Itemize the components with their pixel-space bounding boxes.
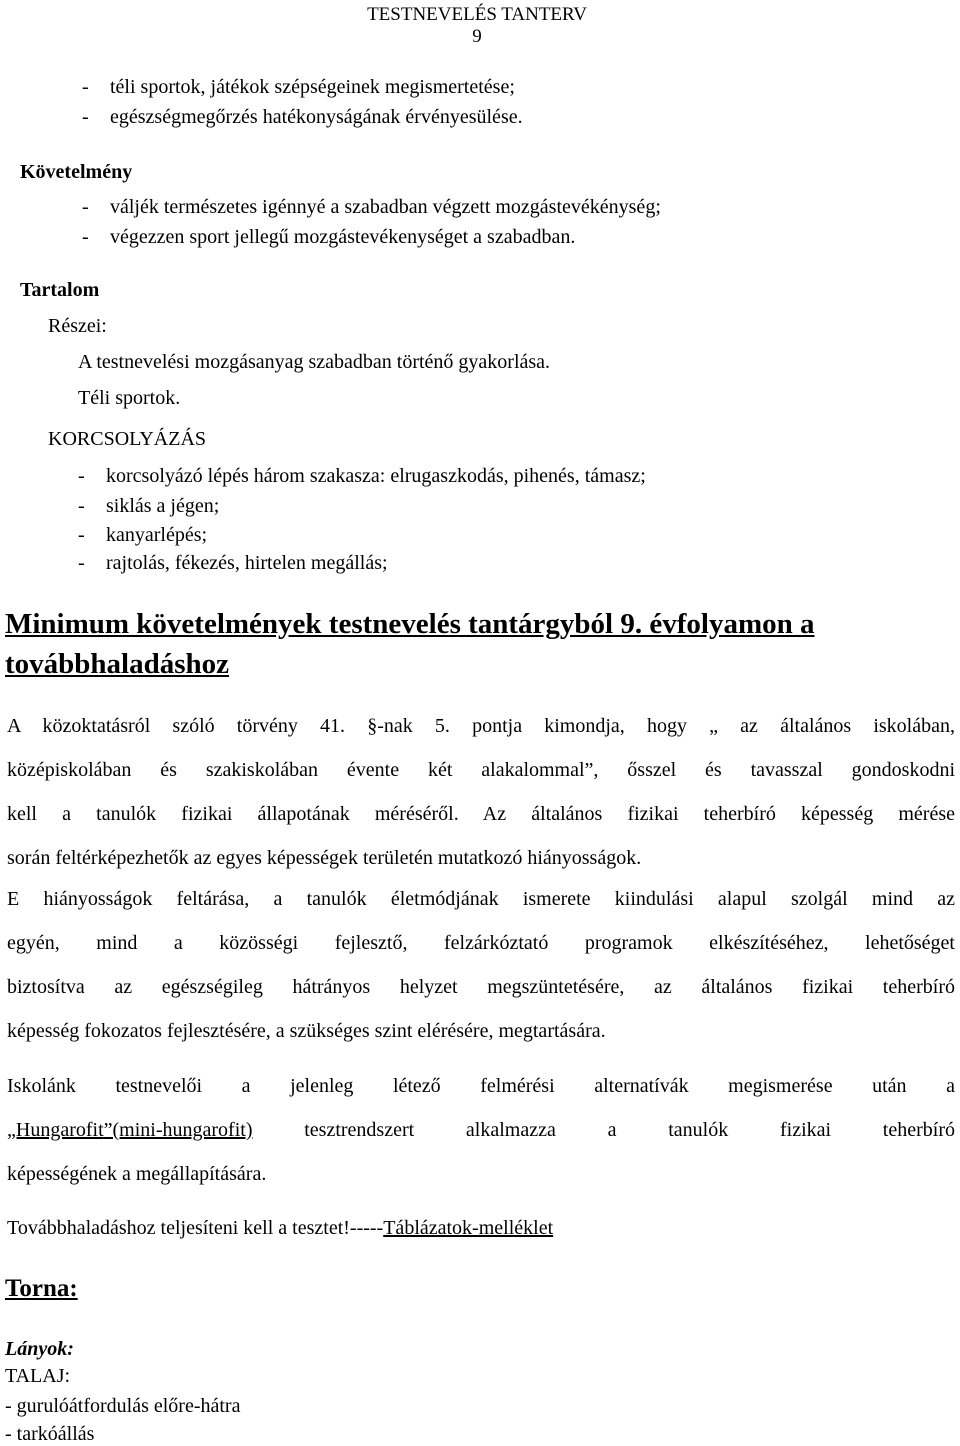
continue-line: Továbbhaladáshoz teljesíteni kell a tesztet!-----Táblázatok-melléklet xyxy=(7,1217,554,1239)
tablazatok-link[interactable]: Táblázatok-melléklet xyxy=(383,1217,554,1239)
torna-item: - gurulóátfordulás előre-hátra xyxy=(5,1395,241,1417)
korcsolyazas-heading: KORCSOLYÁZÁS xyxy=(48,428,207,450)
kovetelmeny-item: - végezzen sport jellegű mozgástevékenységet a szabadban. xyxy=(82,226,576,248)
paragraph-line: során feltérképezhetők az egyes képességek területén mutatkozó hiányosságok. xyxy=(7,847,642,869)
mini-hungarofit-text: ”(mini-hungarofit) xyxy=(103,1119,253,1141)
paragraph-line: egyén, mind a közösségi fejlesztő, felzárkóztató programok elkészítéséhez, lehetőséget xyxy=(7,932,955,954)
paragraph-line: E hiányosságok feltárása, a tanulók életmódjának ismerete kiindulási alapul szolgál mind az xyxy=(7,888,955,910)
kovetelmeny-heading: Követelmény xyxy=(20,161,133,183)
paragraph-line: képességének a megállapítására. xyxy=(7,1163,267,1185)
page-header xyxy=(352,4,602,48)
reszei-label: Részei: xyxy=(48,315,107,337)
paragraph-1 xyxy=(7,704,955,880)
torna-item: - tarkóállás xyxy=(5,1423,95,1445)
intro-item: - egészségmegőrzés hatékonyságának érvényesülése. xyxy=(82,106,523,128)
korcsolya-item: - korcsolyázó lépés három szakasza: elrugaszkodás, pihenés, támasz; xyxy=(78,465,646,487)
paragraph-2 xyxy=(7,877,955,1053)
paragraph-line: „Hungarofit”(mini-hungarofit) tesztrendszert alkalmazza a tanulók fizikai teherbíró xyxy=(7,1119,955,1141)
hungarofit-text: „Hungarofit xyxy=(7,1119,104,1141)
header-title: TESTNEVELÉS TANTERV xyxy=(367,4,587,25)
korcsolya-item: - siklás a jégen; xyxy=(78,495,220,517)
tartalom-heading: Tartalom xyxy=(20,279,100,301)
minimum-title-line1: Minimum követelmények testnevelés tantárgyból 9. évfolyamon a xyxy=(5,608,815,640)
intro-item: - téli sportok, játékok szépségeinek megismertetése; xyxy=(82,76,515,98)
paragraph-3 xyxy=(7,1064,955,1196)
page-number: 9 xyxy=(472,26,482,47)
lanyok-label: Lányok: xyxy=(5,1338,74,1360)
teli-sportok: Téli sportok. xyxy=(78,387,181,409)
korcsolya-item: - rajtolás, fékezés, hirtelen megállás; xyxy=(78,552,388,574)
talaj-label: TALAJ: xyxy=(5,1365,71,1387)
kovetelmeny-item: - váljék természetes igénnyé a szabadban végzett mozgástevékénység; xyxy=(82,196,661,218)
paragraph-line: kell a tanulók fizikai állapotának méréséről. Az általános fizikai teherbíró képesség mérése xyxy=(7,803,955,825)
tartalom-line: A testnevelési mozgásanyag szabadban történő gyakorlása. xyxy=(78,351,551,373)
minimum-title-line2: továbbhaladáshoz xyxy=(5,648,230,680)
paragraph-line: képesség fokozatos fejlesztésére, a szükséges szint elérésére, megtartására. xyxy=(7,1020,606,1042)
paragraph-line: Iskolánk testnevelői a jelenleg létező felmérési alternatívák megismerése után a xyxy=(7,1075,955,1097)
torna-heading: Torna: xyxy=(5,1275,78,1302)
korcsolya-item: - kanyarlépés; xyxy=(78,524,208,546)
paragraph-line: középiskolában és szakiskolában évente két alakalommal”, ősszel és tavasszal gondoskodni xyxy=(7,759,955,781)
paragraph-line: A közoktatásról szóló törvény 41. §-nak 5. pontja kimondja, hogy „ az általános iskolában, xyxy=(7,715,955,737)
paragraph-line: biztosítva az egészségileg hátrányos helyzet megszüntetésére, az általános fizikai teherbíró xyxy=(7,976,955,998)
